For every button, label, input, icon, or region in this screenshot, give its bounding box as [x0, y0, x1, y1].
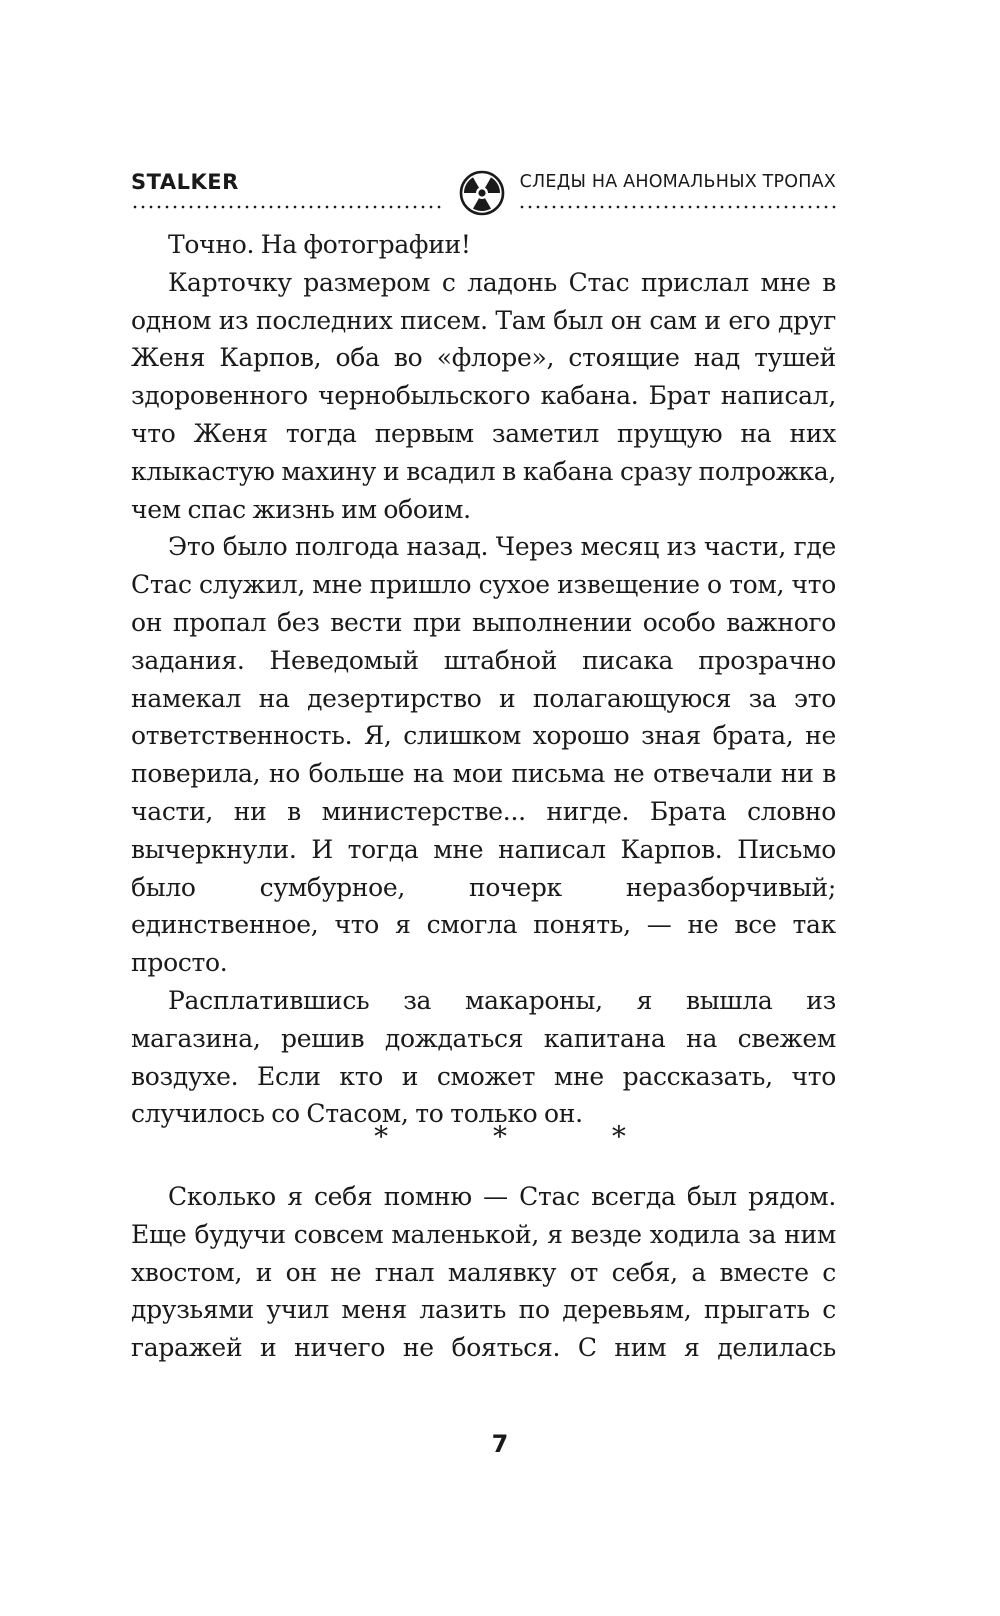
radiation-hazard-icon [459, 170, 505, 216]
series-name: STALKER [131, 170, 239, 194]
running-header [131, 170, 836, 216]
paragraph: Точно. На фотографии! [168, 230, 471, 259]
book-title: СЛЕДЫ НА АНОМАЛЬНЫХ ТРОПАХ [519, 172, 836, 192]
header-right [518, 170, 836, 210]
body-text [131, 226, 836, 1133]
paragraph: Сколько я себя помню — Стас всегда был рядом. Еще будучи совсем маленькой, я везде ходила за ним хвостом, и он не гнал малявку от себя, а вместе с друзьями учил меня лазить по деревьям, прыгать с гаражей и ничего не бояться. С ним я делилась [131, 1182, 836, 1363]
section-separator: * * * [374, 1120, 674, 1153]
header-left [131, 170, 441, 210]
paragraph: Расплатившись за макароны, я вышла из магазина, решив дождаться капитана на свежем воздухе. Если кто и сможет мне рассказать, что случилось со Стасом, то только он. [131, 985, 836, 1129]
body-text-continued [131, 1178, 836, 1367]
dotted-rule-right [518, 204, 836, 210]
paragraph: Это было полгода назад. Через месяц из части, где Стас служил, мне пришло сухое извещение о том, что он пропал без вести при выполнении особо важного задания. Неведомый штабной писака прозрачно намекал на дезертирство и полагающуюся за это ответственность. Я, слишком хорошо зная брата, не поверила, но больше на мои письма не отвечали ни в части, ни в министерстве... нигде. Брата словно вычеркнули. И тогда мне написал Карпов. Письмо было сумбурное, почерк неразборчивый; единственное, что я смогла понять, — не все так просто. [131, 532, 836, 978]
page-number: 7 [491, 1430, 509, 1458]
paragraph: Карточку размером с ладонь Стас прислал мне в одном из последних писем. Там был он сам и его друг Женя Карпов, оба во «флоре», стоящие над тушей здоровенного чернобыльского кабана. Брат написал, что Женя тогда первым заметил прущую на них клыкастую махину и всадил в кабана сразу полрожка, чем спас жизнь им обоим. [131, 267, 836, 524]
dotted-rule-left [131, 204, 441, 210]
